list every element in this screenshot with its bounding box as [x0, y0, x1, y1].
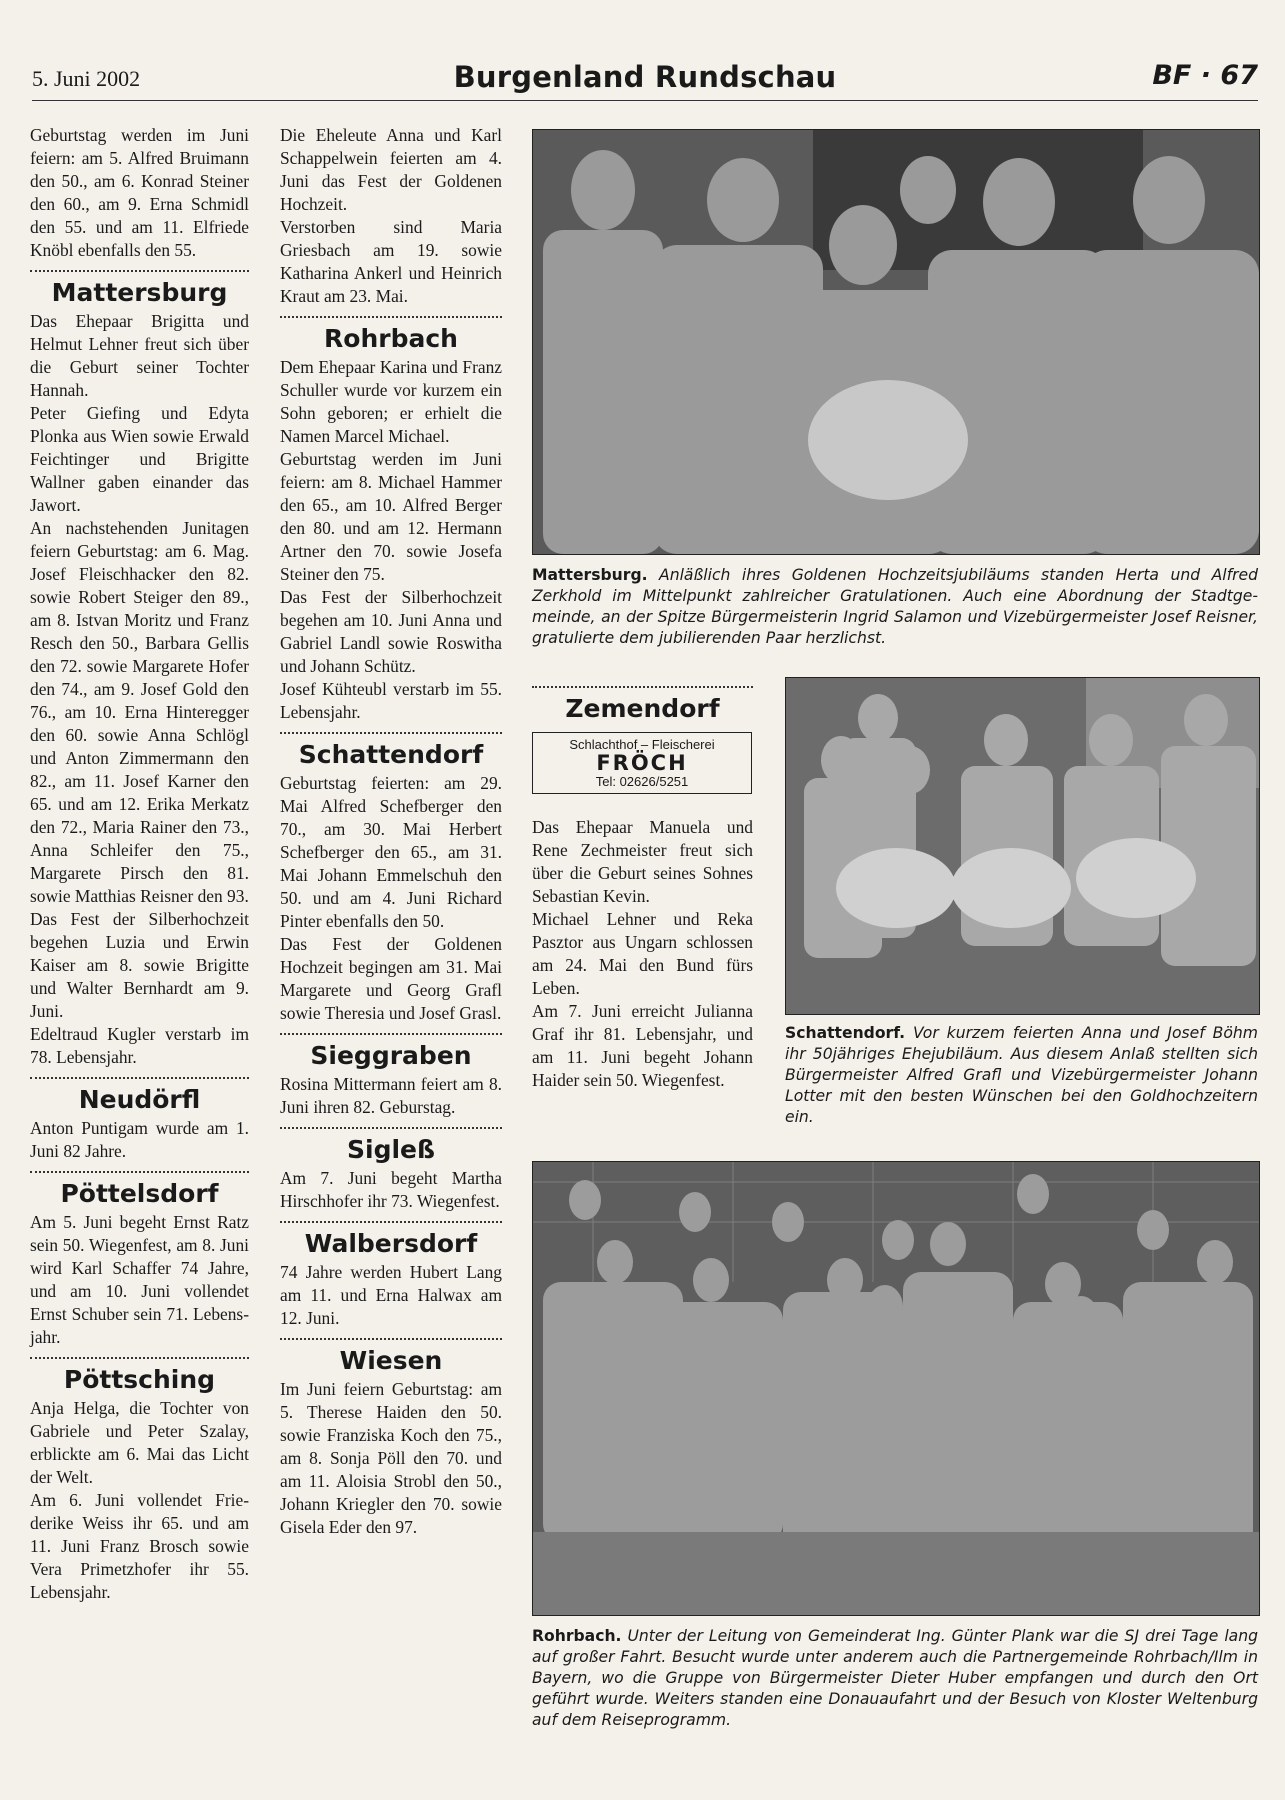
section-heading-wiesen: Wiesen	[339, 1346, 443, 1375]
photo-mattersburg-jubilee	[532, 129, 1260, 555]
article-paragraph: Am 6. Juni vollendet Friederike Weiss ihr 65. und am 11. Juni Franz Brosch sowie Vera Primetzhofer ihr 55. Lebensjahr.	[30, 1490, 249, 1602]
page-header	[32, 58, 1258, 101]
photo-caption-rohrbach	[532, 1626, 1258, 1731]
caption-text: Anläßlich ihres Goldenen Hochzeitsjubiläums standen Herta und Alfred Zerkhold im Mittelpunkt zahlreicher Gratulationen. Auch eine Abordnung der Stadtgemeinde, an der Spitze Bürgermeisterin Ingrid Salamon und Vizebürgermeister Josef Reisner, gratulierte dem jubilierenden Paar herzlichst.	[532, 566, 1258, 647]
caption-place: Mattersburg.	[532, 566, 648, 584]
section-heading-neudoerfl: Neudörfl	[78, 1085, 201, 1114]
section-heading-poettelsdorf: Pöttelsdorf	[60, 1179, 219, 1208]
section-heading-rohrbach: Rohrbach	[324, 324, 458, 353]
ad-line: Schlachthof – Fleischerei	[569, 737, 715, 752]
newspaper-title: Burgenland Rundschau	[453, 60, 837, 94]
photo-placeholder-graphic	[786, 678, 1259, 1014]
photo-caption-schattendorf	[785, 1023, 1258, 1128]
column-3	[532, 686, 753, 1092]
article-paragraph: Geburtstag werden im Juni feiern: am 5. Alfred Bruimann den 50., am 6. Konrad Steiner den 60., am 9. Erna Schmidl den 55. und am 11. Elfriede Knöbl ebenfalls den 55.	[30, 125, 249, 260]
dotted-divider	[30, 270, 249, 272]
caption-place: Schattendorf.	[785, 1024, 906, 1042]
article-paragraph: Verstorben sind Maria Griesbach am 19. sowie Katharina Ankerl und Heinrich Kraut am 23. Mai.	[280, 217, 502, 306]
article-paragraph: Edeltraud Kugler verstarb im 78. Lebensjahr.	[30, 1024, 249, 1067]
dotted-divider	[280, 732, 502, 734]
article-paragraph: Das Ehepaar Brigitta und Helmut Lehner freut sich über die Geburt seiner Tochter Hannah.	[30, 311, 249, 400]
dotted-divider	[30, 1357, 249, 1359]
article-paragraph: Im Juni feiern Geburtstag: am 5. Therese Haiden den 50. sowie Franziska Koch den 75., am 8. Sonja Pöll den 70. und am 11. Aloisia Strobl den 50., Johann Kriegler den 70. sowie Gisela Eder den 97.	[280, 1379, 502, 1537]
article-paragraph: Michael Lehner und Reka Pasztor aus Ungarn schlossen am 24. Mai den Bund fürs Leben.	[532, 909, 753, 998]
article-paragraph: Geburtstag werden im Juni feiern: am 8. Michael Hammer den 65., am 10. Alfred Berger den 80. und am 12. Hermann Artner den 70. sowie Josefa Steiner den 75.	[280, 449, 502, 584]
photo-placeholder-graphic	[533, 130, 1259, 554]
dotted-divider	[280, 1338, 502, 1340]
article-paragraph: Anton Puntigam wurde am 1. Juni 82 Jahre.	[30, 1118, 249, 1161]
article-paragraph: Das Ehepaar Manuela und Rene Zechmeister freut sich über die Geburt seines Sohnes Sebastian Kevin.	[532, 817, 753, 906]
dotted-divider	[532, 686, 753, 688]
caption-text: Unter der Leitung von Gemeinderat Ing. Günter Plank war die SJ drei Tage lang auf großer Fahrt. Besucht wurde unter anderem auch die Partnergemeinde Rohrbach/Ilm in Bayern, wo die Gruppe von Bürgermeister Dieter Huber empfangen und durch den Ort geführt wurde. Weiters standen eine Donauaufahrt und der Besuch von Kloster Weltenburg auf dem Reiseprogramm.	[532, 1627, 1258, 1729]
photo-rohrbach-sj-group	[532, 1161, 1260, 1616]
article-paragraph: Die Eheleute Anna und Karl Schappelwein feierten am 4. Juni das Fest der Goldenen Hochzeit.	[280, 125, 502, 214]
column-2	[280, 124, 502, 1539]
article-paragraph: Dem Ehepaar Karina und Franz Schuller wurde vor kurzem ein Sohn geboren; er erhielt die Namen Marcel Michael.	[280, 357, 502, 446]
section-heading-schattendorf: Schattendorf	[298, 740, 484, 769]
photo-caption-mattersburg	[532, 565, 1258, 649]
article-paragraph: Das Fest der Silberhochzeit begehen Luzia und Erwin Kaiser am 8. sowie Brigitte und Walter Bernhardt am 9. Juni.	[30, 909, 249, 1021]
caption-place: Rohrbach.	[532, 1627, 622, 1645]
photo-schattendorf-jubilee	[785, 677, 1260, 1015]
ad-phone: Tel: 02626/5251	[595, 774, 689, 789]
dotted-divider	[280, 1033, 502, 1035]
issue-date: 5. Juni 2002	[32, 66, 141, 91]
article-paragraph: Geburtstag feierten: am 29. Mai Alfred Schefberger den 70., am 30. Mai Herbert Schefberger den 65., am 31. Mai Johann Emmelschuh den 50. und am 4. Juni Richard Pinter ebenfalls den 50.	[280, 773, 502, 931]
article-paragraph: Am 7. Juni begeht Martha Hirschhofer ihr 73. Wiegenfest.	[280, 1168, 502, 1211]
article-paragraph: Anja Helga, die Tochter von Gabriele und Peter Szalay, erblickte am 6. Mai das Licht der Welt.	[30, 1398, 249, 1487]
article-paragraph: Das Fest der Goldenen Hochzeit begingen am 31. Mai Margarete und Georg Grafl sowie Theresia und Josef Grasl.	[280, 934, 502, 1023]
photo-placeholder-graphic	[533, 1162, 1259, 1615]
article-paragraph: 74 Jahre werden Hubert Lang am 11. und Erna Halwax am 12. Juni.	[280, 1262, 502, 1328]
dotted-divider	[30, 1077, 249, 1079]
section-heading-mattersburg: Mattersburg	[51, 278, 228, 307]
article-paragraph: An nachstehenden Junitagen feiern Geburtstag: am 6. Mag. Josef Fleischhacker den 82. sowie Robert Steiger den 89., am 8. Istvan Moritz und Franz Resch den 50., Barbara Gellis den 72. sowie Margarete Hofer den 74., am 9. Josef Gold den 76., am 10. Erna Hinteregger den 60. sowie Anna Schlögl und Anton Zimmermann den 82., am 11. Josef Karner den 65. und am 12. Erika Merkatz den 72., Maria Rainer den 73., Anna Schleifer den 75., Margarete Pirsch den 81. sowie Matthias Reisner den 93.	[30, 518, 249, 906]
section-heading-sigless: Sigleß	[347, 1135, 435, 1164]
section-heading-sieggraben: Sieggraben	[310, 1041, 472, 1070]
article-paragraph: Rosina Mittermann feiert am 8. Juni ihren 82. Geburstag.	[280, 1074, 502, 1117]
column-1	[30, 124, 249, 1604]
advertisement-box	[532, 732, 752, 794]
section-heading-walbersdorf: Walbersdorf	[304, 1229, 478, 1258]
section-heading-poettsching: Pöttsching	[63, 1365, 216, 1394]
page-number: BF · 67	[1152, 60, 1258, 91]
section-heading-zemendorf: Zemendorf	[565, 694, 720, 723]
dotted-divider	[280, 316, 502, 318]
article-paragraph: Am 7. Juni erreicht Julianna Graf ihr 81. Lebensjahr, und am 11. Juni begeht Johann Haider sein 50. Wiegenfest.	[532, 1001, 753, 1090]
ad-brand: FRÖCH	[596, 751, 688, 775]
article-paragraph: Das Fest der Silberhochzeit begehen am 10. Juni Anna und Gabriel Landl sowie Roswitha und Johann Schütz.	[280, 587, 502, 676]
dotted-divider	[280, 1221, 502, 1223]
dotted-divider	[30, 1171, 249, 1173]
article-paragraph: Am 5. Juni begeht Ernst Ratz sein 50. Wiegenfest, am 8. Juni wird Karl Schaffer 74 Jahre, und am 10. Juni vollendet Ernst Schuber sein 71. Lebensjahr.	[30, 1212, 249, 1347]
caption-text: Vor kurzem feierten Anna und Josef Böhm ihr 50jähriges Ehejubiläum. Aus diesem Anlaß stellten sich Bürgermeister Alfred Grafl und Vizebürgermeister Johann Lotter mit den besten Wünschen bei den Goldhochzeitern ein.	[785, 1024, 1258, 1126]
article-paragraph: Peter Giefing und Edyta Plonka aus Wien sowie Erwald Feichtinger und Brigitte Wallner gaben einander das Jawort.	[30, 403, 249, 515]
article-paragraph: Josef Kühteubl verstarb im 55. Lebensjahr.	[280, 679, 502, 722]
dotted-divider	[280, 1127, 502, 1129]
